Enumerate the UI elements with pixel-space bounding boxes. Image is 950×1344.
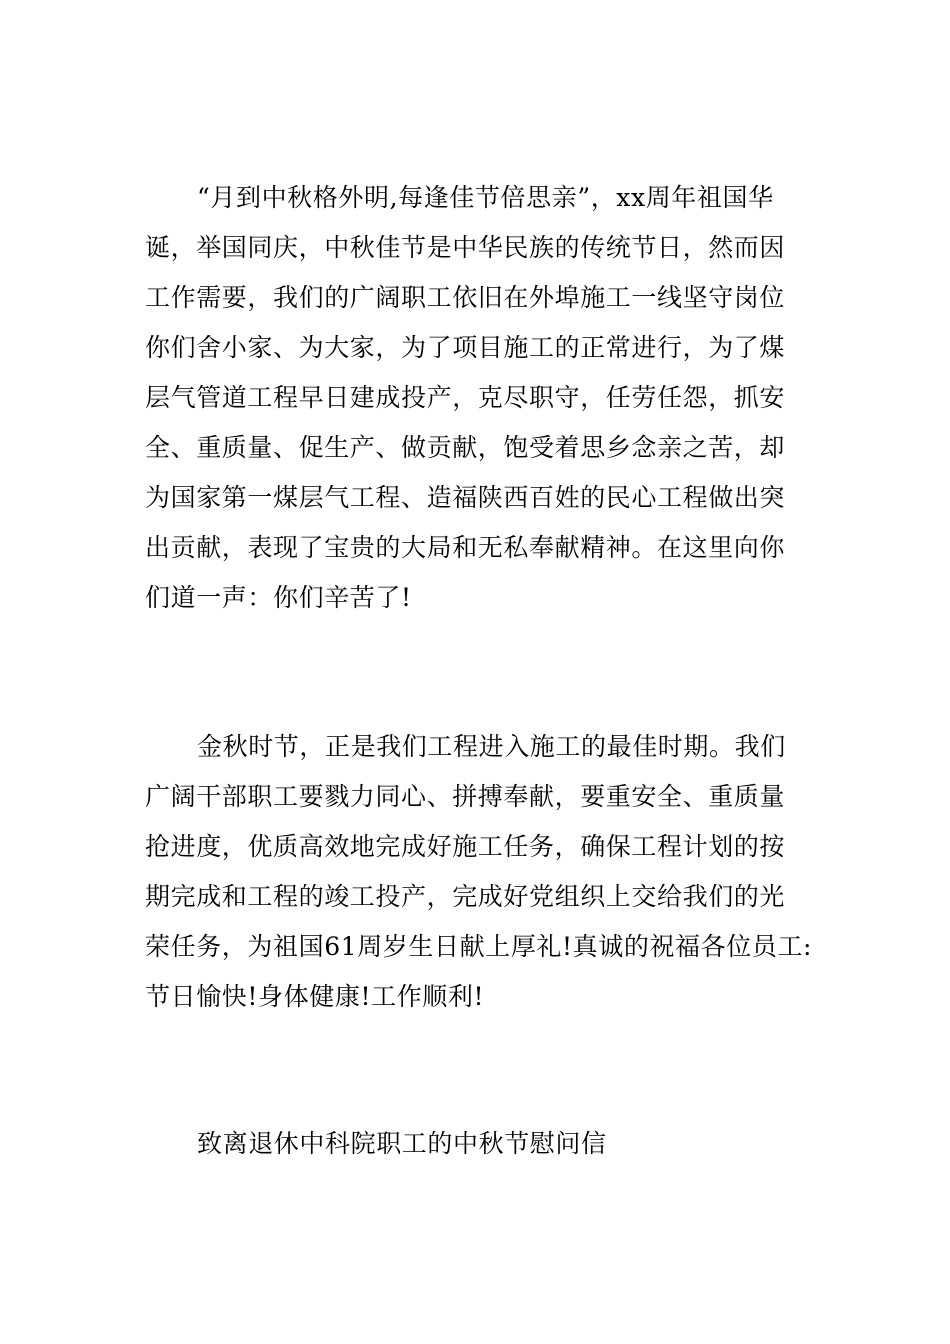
paragraph-2-line-3: 抢进度，优质高效地完成好施工任务，确保工程计划的按: [145, 832, 786, 861]
paragraph-2-line-4: 期完成和工程的竣工投产，完成好党组织上交给我们的光: [145, 882, 786, 911]
paragraph-1-line-7: 为国家第一煤层气工程、造福陕西百姓的民心工程做出突: [145, 483, 786, 512]
letter-heading: 致离退休中科院职工的中秋节慰问信: [197, 1129, 607, 1158]
paragraph-1-line-9: 们道一声：你们辛苦了!: [145, 583, 412, 612]
paragraph-1-line-1: “月到中秋格外明,每逢佳节倍思亲”，xx周年祖国华: [197, 183, 774, 212]
paragraph-1-line-6: 全、重质量、促生产、做贡献，饱受着思乡念亲之苦，却: [145, 433, 786, 462]
paragraph-1-line-2: 诞，举国同庆，中秋佳节是中华民族的传统节日，然而因: [145, 233, 786, 262]
paragraph-1-line-5: 层气管道工程早日建成投产，克尽职守，任劳任怨，抓安: [145, 383, 786, 412]
paragraph-2-line-1: 金秋时节，正是我们工程进入施工的最佳时期。我们: [197, 732, 786, 761]
paragraph-2-line-6: 节日愉快!身体健康!工作顺利!: [145, 982, 485, 1011]
paragraph-1-line-3: 工作需要，我们的广阔职工依旧在外埠施工一线坚守岗位: [145, 283, 786, 312]
paragraph-1-line-8: 出贡献，表现了宝贵的大局和无私奉献精神。在这里向你: [145, 533, 786, 562]
paragraph-2-line-2: 广阔干部职工要戮力同心、拼搏奉献，要重安全、重质量: [145, 782, 786, 811]
paragraph-1-line-4: 你们舍小家、为大家，为了项目施工的正常进行，为了煤: [145, 333, 786, 362]
paragraph-2-line-5: 荣任务，为祖国61周岁生日献上厚礼!真诚的祝福各位员工:: [145, 932, 813, 961]
